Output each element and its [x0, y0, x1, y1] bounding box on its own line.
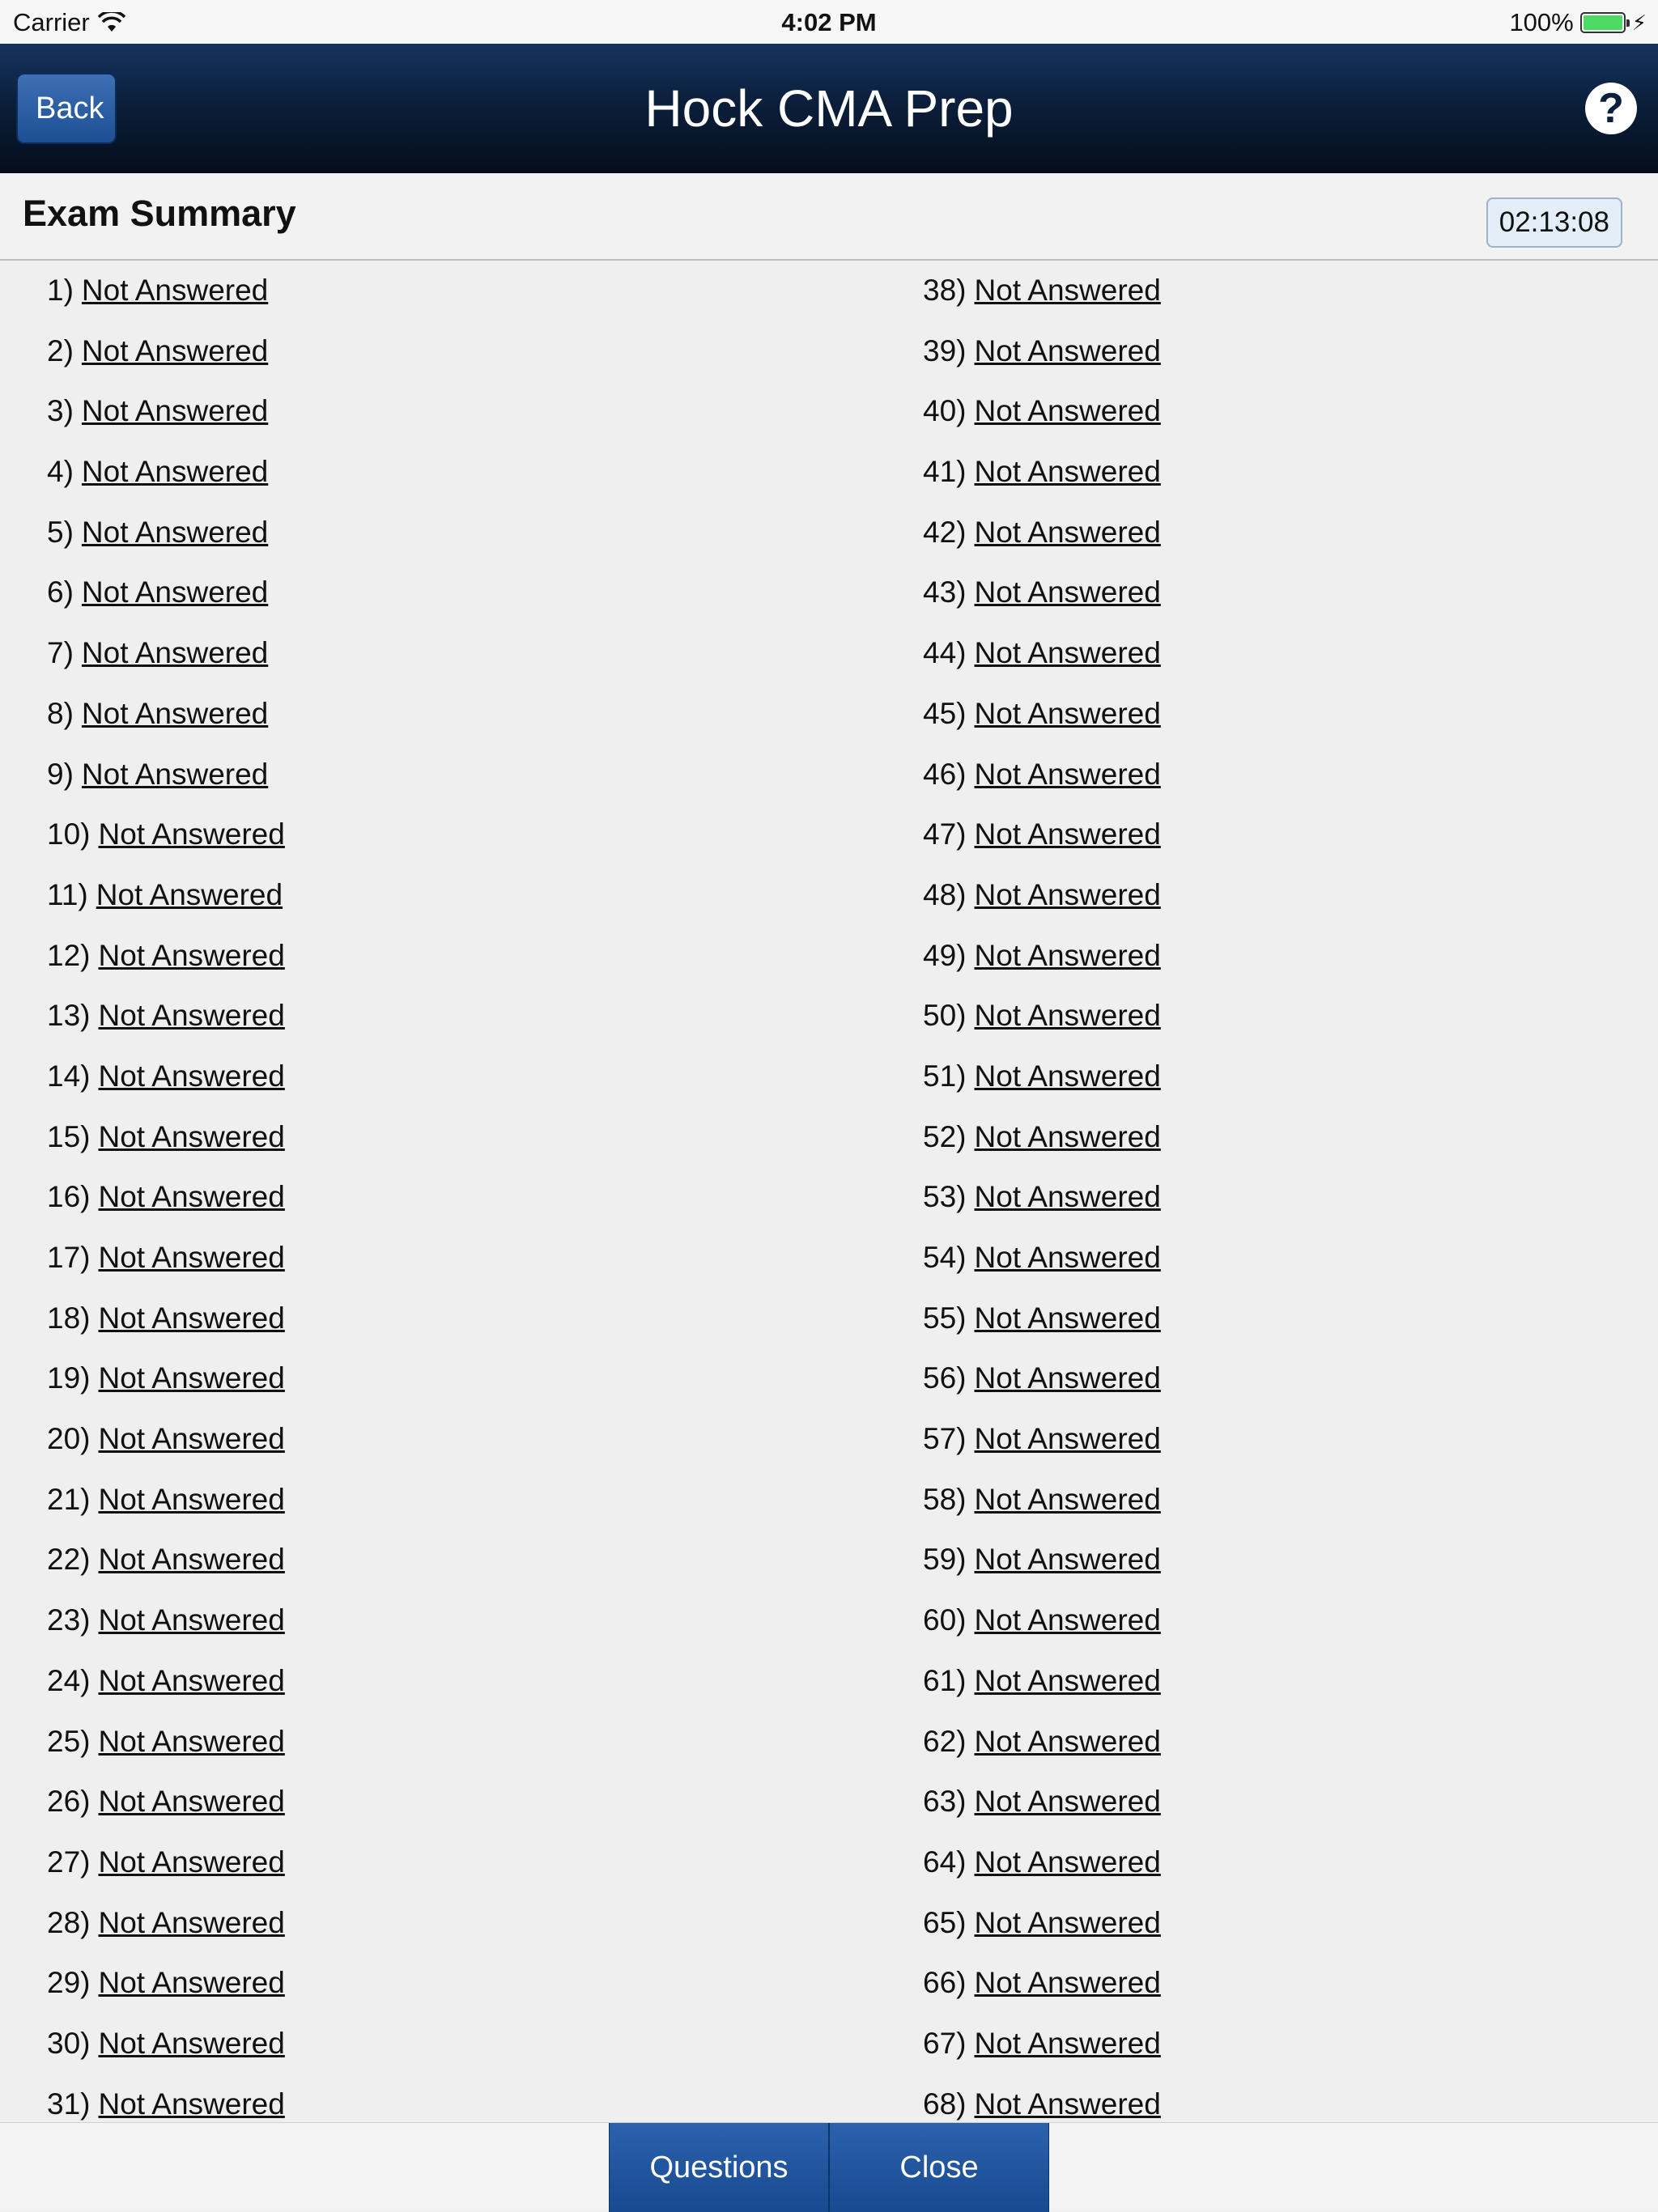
battery-group — [1509, 8, 1647, 37]
question-number: 27) — [47, 1845, 91, 1879]
question-status-link[interactable]: Not Answered — [974, 2087, 1161, 2121]
question-row — [923, 1167, 1161, 1228]
question-status-link[interactable]: Not Answered — [974, 1724, 1161, 1758]
question-status-link[interactable]: Not Answered — [98, 1543, 285, 1577]
question-row — [923, 1348, 1161, 1409]
question-status-link[interactable]: Not Answered — [974, 2026, 1161, 2060]
question-status-link[interactable]: Not Answered — [98, 2087, 285, 2121]
question-status-link[interactable]: Not Answered — [98, 1663, 285, 1697]
question-status-link[interactable]: Not Answered — [974, 1241, 1161, 1274]
question-status-link[interactable]: Not Answered — [81, 515, 269, 549]
question-row — [47, 1893, 285, 1954]
charging-bolt-icon: ⚡ — [1631, 10, 1647, 35]
question-status-link[interactable]: Not Answered — [98, 1422, 285, 1456]
question-status-link[interactable]: Not Answered — [974, 757, 1161, 791]
question-number: 41) — [923, 455, 967, 489]
question-row — [923, 261, 1161, 321]
question-number: 64) — [923, 1845, 967, 1879]
question-number: 30) — [47, 2026, 91, 2060]
question-number: 68) — [923, 2087, 967, 2121]
question-row — [47, 1651, 285, 1712]
question-status-link[interactable]: Not Answered — [98, 2026, 285, 2060]
question-number: 67) — [923, 2026, 967, 2060]
question-row — [923, 926, 1161, 987]
question-status-link[interactable]: Not Answered — [81, 575, 269, 609]
question-row — [47, 503, 285, 563]
question-row — [923, 865, 1161, 926]
question-status-link[interactable]: Not Answered — [974, 1361, 1161, 1395]
question-row — [47, 1167, 285, 1228]
question-row — [923, 2014, 1161, 2074]
question-row — [47, 2074, 285, 2122]
question-status-link[interactable]: Not Answered — [98, 1603, 285, 1637]
question-number: 59) — [923, 1543, 967, 1577]
back-button-label: Back — [36, 91, 104, 125]
question-number: 3) — [47, 394, 74, 428]
question-row — [923, 1530, 1161, 1590]
question-status-link[interactable]: Not Answered — [974, 1422, 1161, 1456]
question-status-link[interactable]: Not Answered — [974, 333, 1161, 367]
question-row — [47, 805, 285, 865]
question-status-link[interactable]: Not Answered — [974, 515, 1161, 549]
question-number: 31) — [47, 2087, 91, 2121]
question-number: 11) — [47, 877, 88, 911]
question-number: 7) — [47, 636, 74, 670]
question-row — [47, 1470, 285, 1531]
question-number: 47) — [923, 817, 967, 851]
question-number: 29) — [47, 1966, 91, 2000]
question-number: 10) — [47, 817, 91, 851]
question-row — [923, 623, 1161, 684]
question-status-link[interactable]: Not Answered — [974, 636, 1161, 670]
question-status-link[interactable]: Not Answered — [974, 938, 1161, 972]
question-number: 52) — [923, 1119, 967, 1153]
question-row — [923, 1712, 1161, 1773]
question-status-link[interactable]: Not Answered — [98, 1241, 285, 1274]
question-number: 44) — [923, 636, 967, 670]
question-status-link[interactable]: Not Answered — [81, 636, 269, 670]
question-number: 57) — [923, 1422, 967, 1456]
question-row — [47, 261, 285, 321]
question-number: 42) — [923, 515, 967, 549]
question-row — [47, 2014, 285, 2074]
question-number: 50) — [923, 999, 967, 1033]
question-status-link[interactable]: Not Answered — [98, 1724, 285, 1758]
exam-summary-header — [0, 173, 1658, 261]
question-row — [47, 986, 285, 1047]
question-number: 62) — [923, 1724, 967, 1758]
question-number: 23) — [47, 1603, 91, 1637]
question-status-link[interactable]: Not Answered — [98, 1482, 285, 1516]
question-row — [47, 381, 285, 442]
question-number: 22) — [47, 1543, 91, 1577]
question-number: 15) — [47, 1119, 91, 1153]
question-row — [47, 684, 285, 745]
question-row — [923, 1228, 1161, 1289]
question-number: 26) — [47, 1785, 91, 1819]
question-number: 1) — [47, 274, 74, 307]
question-number: 19) — [47, 1361, 91, 1395]
wifi-icon — [98, 12, 125, 33]
question-status-link[interactable]: Not Answered — [974, 1180, 1161, 1214]
status-bar — [0, 0, 1658, 44]
question-status-link[interactable]: Not Answered — [974, 1119, 1161, 1153]
question-status-link[interactable]: Not Answered — [974, 1966, 1161, 2000]
question-number: 9) — [47, 757, 74, 791]
question-row — [923, 1772, 1161, 1832]
question-row — [923, 745, 1161, 805]
question-status-link[interactable]: Not Answered — [974, 1059, 1161, 1093]
question-status-link[interactable]: Not Answered — [98, 1785, 285, 1819]
question-number: 45) — [923, 696, 967, 730]
question-number: 14) — [47, 1059, 91, 1093]
question-status-link[interactable]: Not Answered — [974, 575, 1161, 609]
question-status-link[interactable]: Not Answered — [98, 817, 285, 851]
question-row — [923, 2074, 1161, 2122]
question-row — [923, 1590, 1161, 1651]
help-icon[interactable]: ? — [1585, 83, 1637, 134]
question-status-link[interactable]: Not Answered — [974, 1845, 1161, 1879]
question-number: 56) — [923, 1361, 967, 1395]
question-status-link[interactable]: Not Answered — [98, 1059, 285, 1093]
question-row — [47, 563, 285, 623]
question-status-link[interactable]: Not Answered — [98, 1905, 285, 1939]
question-number: 48) — [923, 877, 967, 911]
question-row — [47, 442, 285, 503]
question-number: 13) — [47, 999, 91, 1033]
question-status-link[interactable]: Not Answered — [974, 274, 1161, 307]
close-button[interactable]: Close — [829, 2123, 1049, 2212]
question-row — [923, 1470, 1161, 1531]
bottom-toolbar — [0, 2122, 1658, 2211]
question-row — [47, 1228, 285, 1289]
question-number: 16) — [47, 1180, 91, 1214]
question-number: 66) — [923, 1966, 967, 2000]
question-row — [923, 442, 1161, 503]
question-status-link[interactable]: Not Answered — [81, 455, 269, 489]
question-status-link[interactable]: Not Answered — [81, 757, 269, 791]
question-row — [47, 1590, 285, 1651]
question-status-link[interactable]: Not Answered — [974, 999, 1161, 1033]
question-status-link[interactable]: Not Answered — [974, 817, 1161, 851]
question-number: 60) — [923, 1603, 967, 1637]
navigation-bar — [0, 44, 1658, 173]
question-status-link[interactable]: Not Answered — [974, 1482, 1161, 1516]
question-row — [47, 926, 285, 987]
question-row — [47, 1107, 285, 1168]
question-number: 5) — [47, 515, 74, 549]
question-row — [923, 805, 1161, 865]
question-number: 2) — [47, 333, 74, 367]
carrier-group — [13, 8, 125, 37]
question-number: 53) — [923, 1180, 967, 1214]
question-number: 20) — [47, 1422, 91, 1456]
question-status-link[interactable]: Not Answered — [81, 696, 269, 730]
question-number: 46) — [923, 757, 967, 791]
exam-timer: 02:13:08 — [1486, 197, 1622, 248]
question-row — [923, 321, 1161, 382]
question-number: 12) — [47, 938, 91, 972]
question-number: 21) — [47, 1482, 91, 1516]
question-number: 6) — [47, 575, 74, 609]
question-row — [47, 1772, 285, 1832]
question-row — [923, 1893, 1161, 1954]
question-status-link[interactable]: Not Answered — [974, 696, 1161, 730]
question-row — [923, 1107, 1161, 1168]
question-number: 39) — [923, 333, 967, 367]
battery-icon — [1580, 12, 1626, 33]
question-number: 40) — [923, 394, 967, 428]
battery-percent: 100% — [1509, 8, 1574, 36]
question-row — [923, 1289, 1161, 1349]
question-row — [47, 1832, 285, 1893]
question-row — [923, 1409, 1161, 1470]
question-row — [47, 1409, 285, 1470]
question-row — [923, 503, 1161, 563]
question-number: 17) — [47, 1241, 91, 1274]
question-status-link[interactable]: Not Answered — [81, 274, 269, 307]
question-number: 28) — [47, 1905, 91, 1939]
question-row — [47, 1047, 285, 1107]
question-row — [47, 1530, 285, 1590]
question-row — [923, 986, 1161, 1047]
question-number: 61) — [923, 1663, 967, 1697]
question-row — [923, 1651, 1161, 1712]
question-row — [47, 623, 285, 684]
question-number: 63) — [923, 1785, 967, 1819]
page-title: Exam Summary — [23, 193, 296, 234]
question-row — [47, 1712, 285, 1773]
back-button[interactable] — [16, 73, 117, 144]
question-number: 24) — [47, 1663, 91, 1697]
question-number: 55) — [923, 1301, 967, 1335]
question-status-link[interactable]: Not Answered — [974, 1785, 1161, 1819]
question-status-link[interactable]: Not Answered — [98, 1119, 285, 1153]
question-status-link[interactable]: Not Answered — [81, 394, 269, 428]
question-status-link[interactable]: Not Answered — [98, 1966, 285, 2000]
question-status-link[interactable]: Not Answered — [974, 1301, 1161, 1335]
question-status-link[interactable]: Not Answered — [98, 938, 285, 972]
question-row — [47, 865, 285, 926]
question-row — [47, 1953, 285, 2014]
question-number: 18) — [47, 1301, 91, 1335]
question-row — [47, 1289, 285, 1349]
question-status-link[interactable]: Not Answered — [98, 1845, 285, 1879]
question-number: 4) — [47, 455, 74, 489]
question-list — [0, 261, 1658, 2122]
question-number: 49) — [923, 938, 967, 972]
question-row — [923, 1047, 1161, 1107]
question-number: 51) — [923, 1059, 967, 1093]
question-status-link[interactable]: Not Answered — [98, 999, 285, 1033]
question-number: 65) — [923, 1905, 967, 1939]
question-status-link[interactable]: Not Answered — [81, 333, 269, 367]
question-status-link[interactable]: Not Answered — [974, 877, 1161, 911]
question-row — [47, 745, 285, 805]
question-row — [923, 381, 1161, 442]
question-status-link[interactable]: Not Answered — [974, 1543, 1161, 1577]
question-status-link[interactable]: Not Answered — [96, 877, 283, 911]
question-row — [923, 1832, 1161, 1893]
carrier-label: Carrier — [13, 8, 90, 36]
question-status-link[interactable]: Not Answered — [974, 1663, 1161, 1697]
question-number: 38) — [923, 274, 967, 307]
question-row — [47, 1348, 285, 1409]
status-time: 4:02 PM — [781, 8, 877, 36]
question-column-left — [47, 261, 285, 2122]
question-column-right — [923, 261, 1161, 2122]
question-status-link[interactable]: Not Answered — [974, 1905, 1161, 1939]
app-title: Hock CMA Prep — [644, 79, 1014, 138]
question-status-link[interactable]: Not Answered — [98, 1361, 285, 1395]
question-row — [47, 321, 285, 382]
questions-button[interactable]: Questions — [609, 2123, 829, 2212]
question-status-link[interactable]: Not Answered — [98, 1301, 285, 1335]
question-row — [923, 1953, 1161, 2014]
question-status-link[interactable]: Not Answered — [974, 1603, 1161, 1637]
question-number: 8) — [47, 696, 74, 730]
question-status-link[interactable]: Not Answered — [974, 394, 1161, 428]
question-status-link[interactable]: Not Answered — [974, 455, 1161, 489]
question-number: 54) — [923, 1241, 967, 1274]
question-row — [923, 563, 1161, 623]
question-row — [923, 684, 1161, 745]
question-number: 25) — [47, 1724, 91, 1758]
question-status-link[interactable]: Not Answered — [98, 1180, 285, 1214]
question-number: 43) — [923, 575, 967, 609]
question-number: 58) — [923, 1482, 967, 1516]
